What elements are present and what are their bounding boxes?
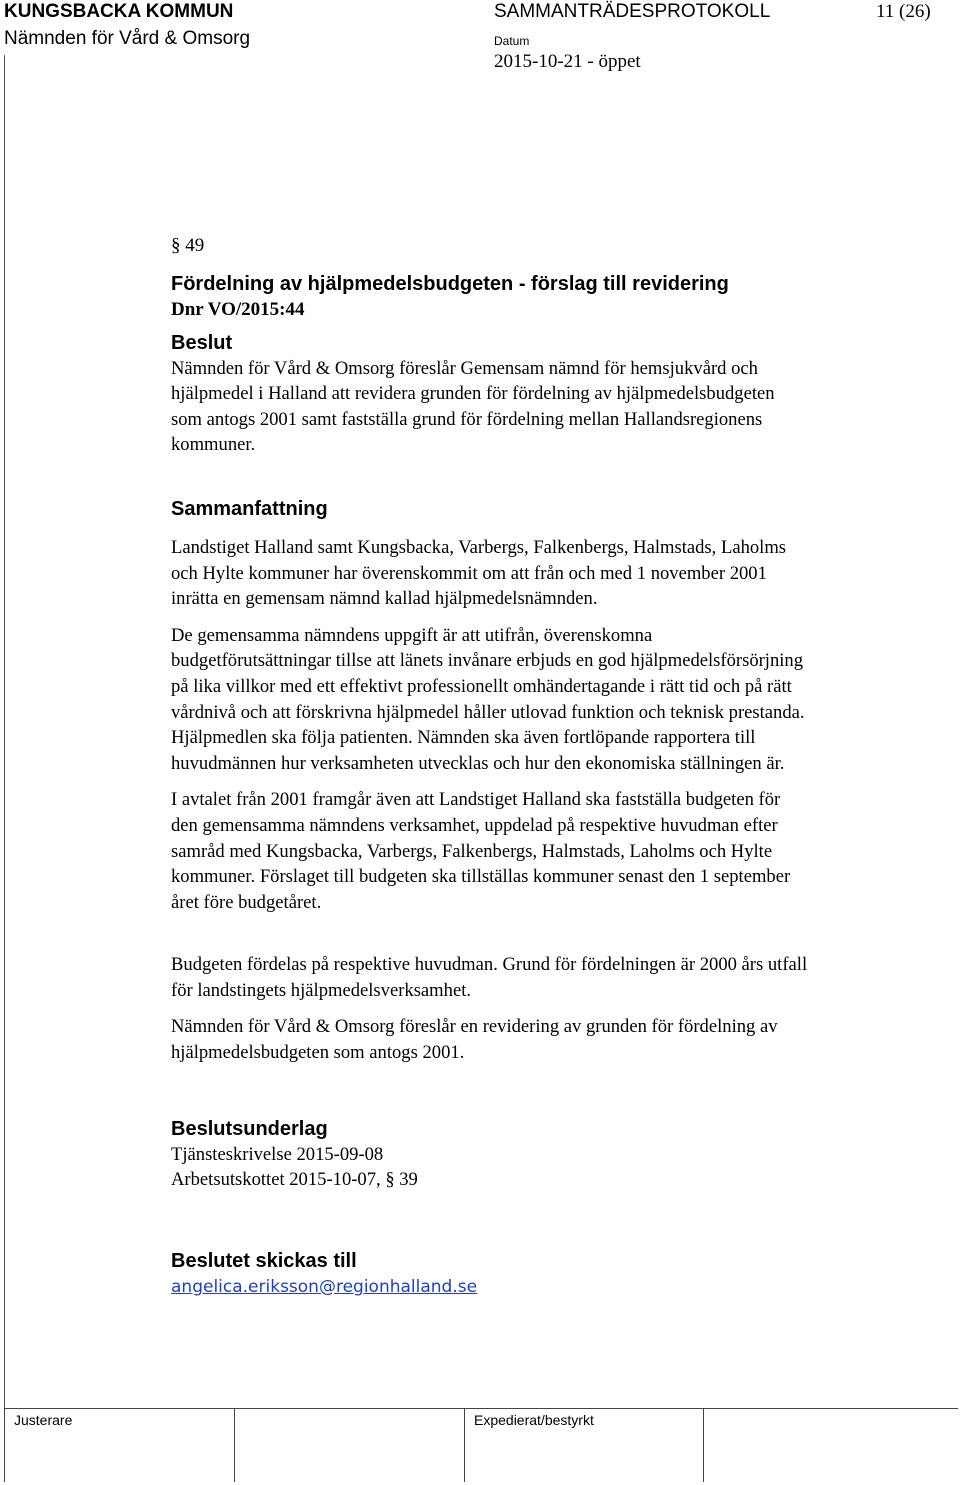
paragraph-number: § 49 <box>171 235 205 256</box>
text-line: kommuner. <box>171 434 256 456</box>
beslut-text <box>171 356 941 458</box>
footer-divider <box>464 1408 465 1482</box>
protocol-section <box>171 233 941 1300</box>
summary-paragraph <box>171 623 941 777</box>
text-line: Hjälpmedlen ska följa patienten. Nämnden ska även fortlöpande rapportera till <box>171 727 756 749</box>
beslutsunderlag-heading: Beslutsunderlag <box>171 1117 328 1140</box>
text-line: De gemensamma nämndens uppgift är att utifrån, överenskomna <box>171 624 653 646</box>
organization-name: KUNGSBACKA KOMMUN <box>4 1 234 22</box>
section-title: Fördelning av hjälpmedelsbudgeten - förslag till revidering <box>171 272 729 295</box>
text-line: inrätta en gemensam nämnd kallad hjälpmedelsnämnden. <box>171 588 598 610</box>
email-link[interactable]: angelica.eriksson@regionhalland.se <box>171 1276 478 1297</box>
text-line: Nämnden för Vård & Omsorg föreslår en revidering av grunden för fördelning av <box>171 1016 778 1038</box>
text-line: budgetförutsättningar tillse att länets invånare erbjuds en god hjälpmedelsförsörjning <box>171 650 804 672</box>
text-line: samråd med Kungsbacka, Varbergs, Falkenbergs, Halmstads, Laholms och Hylte <box>171 840 773 862</box>
text-line: Budgeten fördelas på respektive huvudman. Grund för fördelningen är 2000 års utfall <box>171 954 808 976</box>
text-line: den gemensamma nämndens verksamhet, uppdelad på respektive huvudman efter <box>171 814 778 836</box>
committee-name: Nämnden för Vård & Omsorg <box>4 28 251 49</box>
recipients-heading: Beslutet skickas till <box>171 1249 357 1272</box>
text-line: huvudmännen hur verksamheten utvecklas och hur den ekonomiska ställningen är. <box>171 752 785 774</box>
beslut-heading: Beslut <box>171 331 233 354</box>
justerare-label: Justerare <box>14 1412 73 1428</box>
summary-paragraph <box>171 535 941 612</box>
footer-divider <box>234 1408 235 1482</box>
page-number: 11 (26) <box>876 1 931 22</box>
footer-rule <box>4 1408 958 1409</box>
text-line: som antogs 2001 samt fastställa grund för fördelning mellan Hallandsregionens <box>171 408 763 430</box>
text-line: för landstingets hjälpmedelsverksamhet. <box>171 979 472 1001</box>
margin-rule <box>4 55 5 1410</box>
text-line: året före budgetåret. <box>171 891 322 913</box>
text-line: och Hylte kommuner har överenskommit om att från och med 1 november 2001 <box>171 562 767 584</box>
document-type: SAMMANTRÄDESPROTOKOLL <box>494 1 771 22</box>
text-line: Nämnden för Vård & Omsorg föreslår Gemensam nämnd för hemsjukvård och <box>171 357 758 379</box>
date-label: Datum <box>494 34 530 48</box>
sammanfattning-heading: Sammanfattning <box>171 497 328 520</box>
text-line: på lika villkor med ett effektivt professionellt omhändertagande i rätt tid och på rätt <box>171 675 792 697</box>
summary-paragraph <box>171 1014 941 1065</box>
text-line: hjälpmedelsbudgeten som antogs 2001. <box>171 1042 465 1064</box>
expedierat-label: Expedierat/bestyrkt <box>474 1412 594 1428</box>
text-line: Landstiget Halland samt Kungsbacka, Varbergs, Falkenbergs, Halmstads, Laholms <box>171 536 787 558</box>
case-number: Dnr VO/2015:44 <box>171 298 305 320</box>
summary-paragraph <box>171 787 941 915</box>
text-line: hjälpmedel i Halland att revidera grunden för fördelning av hjälpmedelsbudgeten <box>171 383 775 405</box>
recipient-email[interactable] <box>171 1274 941 1301</box>
text-line: vårdnivå och att förskrivna hjälpmedel håller utlovad funktion och teknisk prestanda. <box>171 701 805 723</box>
summary-paragraph <box>171 952 941 1003</box>
basis-item: Arbetsutskottet 2015-10-07, § 39 <box>171 1169 418 1191</box>
text-line: I avtalet från 2001 framgår även att Landstiget Halland ska fastställa budgeten för <box>171 789 781 811</box>
meeting-date: 2015-10-21 - öppet <box>494 51 641 72</box>
footer-divider-left <box>4 1408 5 1482</box>
footer-divider <box>703 1408 704 1482</box>
text-line: kommuner. Förslaget till budgeten ska tillställas kommuner senast den 1 september <box>171 866 791 888</box>
basis-item: Tjänsteskrivelse 2015-09-08 <box>171 1143 384 1165</box>
